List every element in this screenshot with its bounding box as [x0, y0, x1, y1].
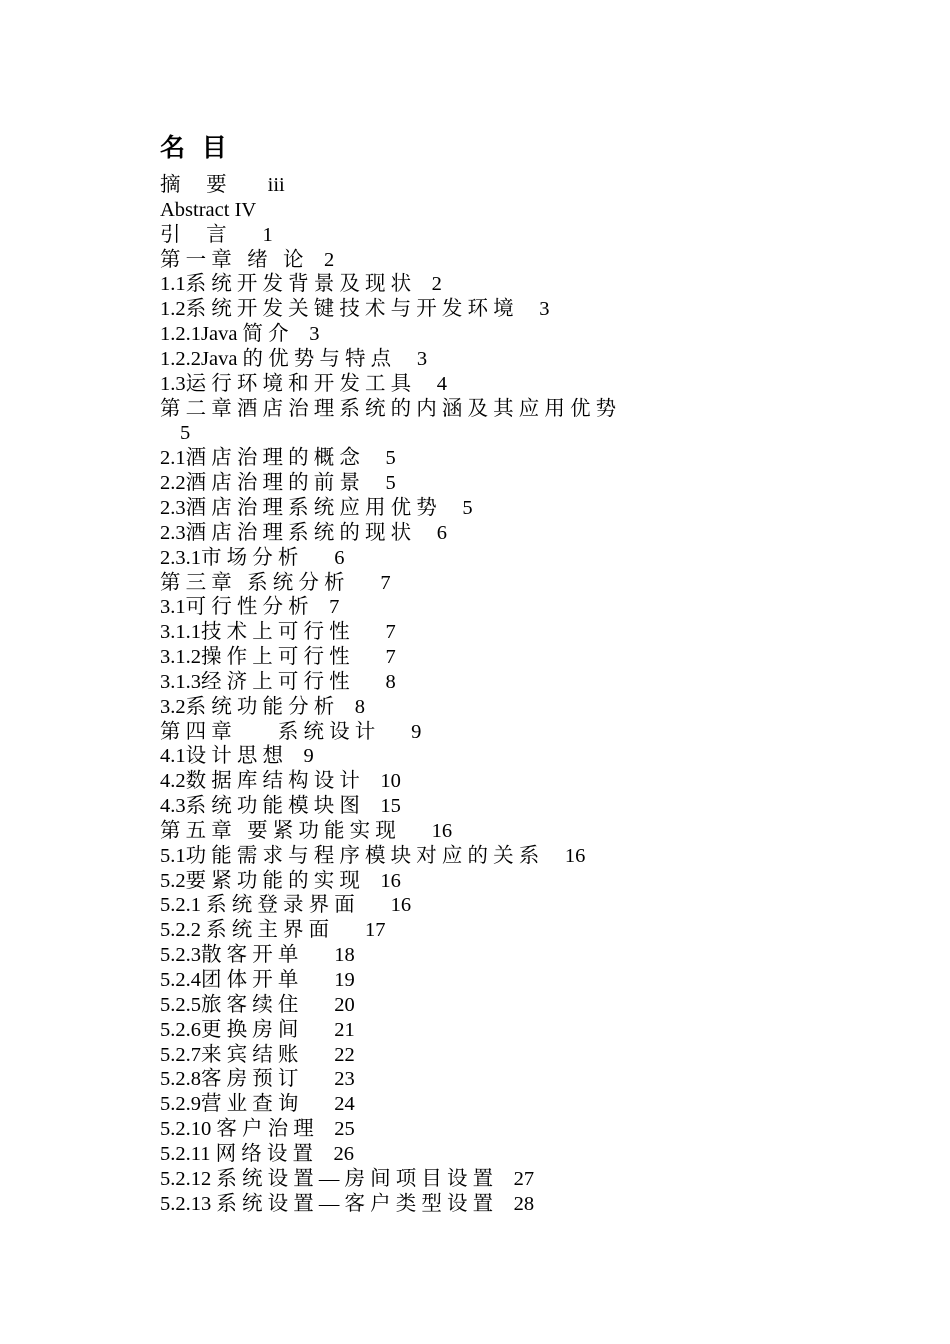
toc-entry-title: 系 统 功 能 模 块 图 — [185, 795, 360, 818]
toc-entry-page-number: 26 — [333, 1142, 354, 1165]
toc-entry-separator — [360, 870, 381, 892]
toc-entry-page-number: 8 — [385, 670, 396, 693]
toc-entry-separator — [227, 174, 268, 196]
toc-entry-page-number: 7 — [380, 571, 391, 594]
toc-entry-title: 来 宾 结 账 — [201, 1043, 299, 1066]
toc-entry-title: 客 房 预 订 — [201, 1068, 299, 1091]
toc-entry-page-number: IV — [234, 198, 257, 221]
toc-entry — [160, 1092, 800, 1117]
toc-entry-separator — [360, 447, 386, 469]
toc-entry-number: 5.2.5 — [160, 993, 201, 1016]
toc-entry-separator — [360, 770, 381, 792]
toc-entry — [160, 819, 800, 844]
toc-entry — [160, 546, 800, 571]
table-of-contents — [160, 173, 800, 1216]
toc-entry-number: 1.2.2 — [160, 347, 201, 370]
toc-entry-number: 1.2 — [160, 298, 186, 321]
toc-entry-number: 1.1 — [160, 273, 186, 296]
toc-entry — [160, 1043, 800, 1068]
toc-entry-separator — [314, 1118, 335, 1140]
toc-entry-title: 技 术 上 可 行 性 — [201, 621, 350, 644]
toc-entry-number: 5.2.13 — [160, 1192, 212, 1215]
toc-entry-title: 系 统 登 录 界 面 — [201, 894, 355, 917]
toc-entry-number: 5.2.9 — [160, 1093, 201, 1116]
toc-entry-page-number: 16 — [564, 844, 586, 867]
toc-entry-title: 第 一 章 绪 论 — [160, 248, 304, 271]
toc-entry-separator — [298, 1093, 334, 1115]
toc-entry-separator — [298, 944, 334, 966]
toc-entry — [160, 1067, 800, 1092]
toc-entry-title: 运 行 环 境 和 开 发 工 具 — [185, 372, 412, 395]
toc-entry-number: 5.2.3 — [160, 944, 201, 967]
toc-entry — [160, 397, 800, 447]
toc-entry-title: 客 户 治 理 — [211, 1118, 314, 1141]
toc-entry-separator — [227, 224, 263, 246]
toc-entry-title: 数 据 库 结 构 设 计 — [185, 770, 360, 793]
toc-entry-title: 市 场 分 析 — [201, 546, 299, 569]
toc-entry-title: 设 计 思 想 — [185, 745, 283, 768]
toc-entry-number: 4.1 — [160, 745, 186, 768]
toc-entry — [160, 993, 800, 1018]
toc-entry-page-number: 10 — [380, 770, 401, 793]
toc-entry — [160, 645, 800, 670]
toc-entry-separator — [298, 994, 334, 1016]
toc-entry-title: 酒 店 治 理 系 统 的 现 状 — [185, 521, 412, 544]
toc-entry-title: 第 二 章 酒 店 治 理 系 统 的 内 涵 及 其 应 用 优 势 — [160, 397, 617, 420]
toc-entry — [160, 173, 800, 198]
toc-entry-page-number: 7 — [329, 596, 340, 619]
toc-entry-number: 5.2.6 — [160, 1018, 201, 1041]
toc-entry-number: 3.1.3 — [160, 670, 201, 693]
toc-entry-title: 团 体 开 单 — [201, 969, 299, 991]
toc-entry-separator — [283, 745, 304, 767]
toc-entry-page-number: 24 — [334, 1093, 355, 1116]
toc-entry-separator — [355, 894, 391, 916]
toc-entry — [160, 1018, 800, 1043]
toc-entry — [160, 670, 800, 695]
toc-entry-number: 2.1 — [160, 447, 186, 470]
toc-entry-page-number: 9 — [411, 720, 422, 743]
toc-entry-page-number: 3 — [309, 323, 320, 346]
toc-entry-separator — [350, 671, 386, 693]
toc-entry — [160, 769, 800, 794]
toc-entry-separator — [309, 596, 330, 618]
toc-entry — [160, 794, 800, 819]
toc-entry — [160, 620, 800, 645]
toc-entry-title: 系 统 设 置 — 客 户 类 型 设 置 — [211, 1192, 494, 1215]
toc-entry — [160, 1117, 800, 1142]
toc-entry-page-number: 1 — [262, 223, 273, 246]
toc-entry — [160, 968, 800, 993]
toc-entry-separator — [298, 547, 334, 569]
toc-entry-title: Java 简 介 — [201, 323, 289, 346]
toc-entry — [160, 297, 800, 322]
toc-entry-title: 系 统 开 发 背 景 及 现 状 — [185, 273, 412, 296]
toc-entry-number: 5.2.8 — [160, 1068, 201, 1091]
toc-entry-number: 5.2.11 — [160, 1142, 211, 1165]
toc-entry-separator — [350, 621, 386, 643]
toc-entry-page-number: 28 — [513, 1192, 535, 1215]
page-title: 名 目 — [160, 133, 231, 162]
toc-entry-separator — [334, 696, 355, 718]
toc-entry-page-number: 3 — [416, 347, 428, 370]
toc-entry-separator — [437, 497, 463, 519]
toc-entry-title: 酒 店 治 理 的 前 景 — [185, 472, 360, 495]
toc-entry-separator — [493, 1168, 514, 1190]
toc-entry-title: 系 统 主 界 面 — [201, 919, 330, 942]
toc-entry-separator — [304, 249, 325, 271]
toc-entry-separator — [375, 721, 411, 743]
toc-entry-title: 系 统 设 置 — 房 间 项 目 设 置 — [211, 1167, 494, 1190]
toc-entry-separator — [360, 795, 381, 817]
toc-entry-separator — [298, 1068, 334, 1090]
toc-entry-separator — [360, 472, 386, 494]
toc-entry-number: 5.2.1 — [160, 894, 201, 917]
toc-entry-page-number: 18 — [334, 944, 355, 967]
toc-entry-separator — [350, 646, 386, 668]
toc-entry-page-number: 4 — [436, 372, 447, 395]
toc-entry-number: 5.2.10 — [160, 1118, 212, 1141]
toc-entry-page-number: 16 — [431, 819, 453, 842]
toc-entry-separator — [396, 820, 432, 842]
toc-entry-page-number: 9 — [303, 745, 314, 768]
toc-entry — [160, 521, 800, 546]
toc-entry — [160, 272, 800, 297]
toc-entry-page-number: 6 — [436, 521, 447, 544]
toc-entry-title: 散 客 开 单 — [201, 944, 299, 967]
toc-entry — [160, 1167, 800, 1192]
toc-entry — [160, 720, 800, 745]
toc-entry — [160, 322, 800, 347]
toc-entry — [160, 471, 800, 496]
toc-entry-separator — [411, 522, 437, 544]
toc-entry-page-number: 2 — [431, 273, 442, 296]
toc-entry-title: 摘 要 — [160, 174, 227, 196]
toc-entry-number: 2.2 — [160, 472, 186, 495]
toc-entry-separator — [345, 572, 381, 594]
toc-entry — [160, 844, 800, 869]
toc-entry-number: 2.3.1 — [160, 546, 201, 569]
toc-entry-title: 酒 店 治 理 的 概 念 — [185, 447, 360, 470]
toc-entry-page-number: 3 — [539, 298, 550, 321]
toc-entry-page-number: 7 — [385, 621, 396, 644]
toc-entry-number: 2.3 — [160, 521, 186, 544]
toc-entry — [160, 869, 800, 894]
toc-entry-title: Abstract — [160, 198, 230, 221]
toc-entry — [160, 943, 800, 968]
toc-entry-number: 1.2.1 — [160, 323, 201, 346]
toc-entry-page-number: 7 — [385, 646, 396, 669]
toc-entry-page-number: 8 — [354, 695, 365, 718]
toc-entry — [160, 571, 800, 596]
toc-entry-page-number: 5 — [385, 447, 396, 470]
toc-entry-page-number: 25 — [334, 1118, 355, 1141]
toc-entry-title: 系 统 功 能 分 析 — [185, 695, 335, 718]
toc-entry-number: 3.1.1 — [160, 621, 201, 644]
toc-entry-page-number: 15 — [380, 795, 401, 818]
toc-entry-number: 1.3 — [160, 372, 186, 395]
toc-entry-page-number: 5 — [385, 472, 396, 495]
toc-entry-number: 3.1.2 — [160, 646, 201, 669]
toc-entry-title: 更 换 房 间 — [201, 1018, 299, 1041]
toc-entry-separator — [411, 273, 432, 295]
toc-entry-page-number: 19 — [334, 969, 355, 991]
toc-entry-page-number: iii — [267, 174, 285, 196]
toc-entry-separator — [289, 323, 310, 345]
toc-entry-page-number: 21 — [334, 1018, 355, 1041]
toc-entry-title: 系 统 开 发 关 键 技 术 与 开 发 环 境 — [185, 298, 514, 321]
toc-entry-title: 操 作 上 可 行 性 — [201, 646, 350, 669]
toc-entry-page-number: 2 — [324, 248, 335, 271]
toc-entry-number: 2.3 — [160, 496, 186, 519]
toc-entry — [160, 446, 800, 471]
toc-entry-number: 5.1 — [160, 844, 186, 867]
toc-entry-number: 5.2.2 — [160, 919, 201, 942]
toc-entry-number: 4.3 — [160, 795, 186, 818]
toc-entry-number: 3.2 — [160, 695, 186, 718]
toc-entry — [160, 893, 800, 918]
toc-entry — [160, 918, 800, 943]
toc-entry — [160, 347, 800, 372]
toc-entry — [160, 595, 800, 620]
toc-entry-separator — [298, 969, 334, 991]
toc-entry — [160, 198, 800, 223]
toc-entry — [160, 372, 800, 397]
toc-entry — [160, 1192, 800, 1217]
toc-entry-page-number: 16 — [390, 894, 412, 917]
toc-entry-separator — [313, 1143, 334, 1165]
toc-entry-number: 5.2.12 — [160, 1167, 212, 1190]
toc-entry-number: 5.2 — [160, 869, 186, 892]
toc-entry-number: 4.2 — [160, 770, 186, 793]
toc-entry-page-number: 5 — [462, 496, 473, 519]
toc-entry-title: 经 济 上 可 行 性 — [201, 670, 350, 693]
toc-entry-page-number: 5 — [180, 422, 191, 445]
toc-entry-page-number: 17 — [365, 919, 386, 942]
toc-entry-page-number: 16 — [380, 869, 401, 892]
toc-entry-page-number: 23 — [334, 1068, 355, 1091]
toc-entry-separator — [493, 1193, 514, 1215]
toc-entry-page-number: 6 — [334, 546, 345, 569]
toc-entry — [160, 1142, 800, 1167]
toc-entry-title: 第 三 章 系 统 分 析 — [160, 571, 345, 594]
toc-entry-title: 旅 客 续 住 — [201, 993, 299, 1016]
toc-entry-separator — [298, 1044, 334, 1066]
toc-entry-separator — [539, 845, 565, 867]
toc-entry-separator — [514, 298, 540, 320]
toc-entry-title: 酒 店 治 理 系 统 应 用 优 势 — [185, 496, 437, 519]
toc-entry-number: 3.1 — [160, 596, 186, 619]
toc-entry-title: Java 的 优 势 与 特 点 — [201, 347, 392, 370]
toc-entry-title: 第 四 章 系 统 设 计 — [160, 720, 376, 743]
toc-entry-number: 5.2.4 — [160, 969, 201, 991]
toc-entry-page-number: 27 — [513, 1167, 535, 1190]
toc-entry-separator — [411, 373, 437, 395]
toc-entry-page-number: 22 — [334, 1043, 355, 1066]
toc-entry-title: 营 业 查 询 — [201, 1093, 299, 1116]
toc-entry-title: 可 行 性 分 析 — [185, 596, 309, 619]
toc-entry-title: 网 络 设 置 — [210, 1142, 313, 1165]
toc-entry — [160, 496, 800, 521]
toc-entry-title: 第 五 章 要 紧 功 能 实 现 — [160, 819, 396, 842]
toc-entry — [160, 248, 800, 273]
toc-entry-separator — [391, 348, 417, 370]
toc-entry-title: 要 紧 功 能 的 实 现 — [185, 869, 360, 892]
toc-entry — [160, 744, 800, 769]
toc-entry — [160, 223, 800, 248]
toc-entry-title: 功 能 需 求 与 程 序 模 块 对 应 的 关 系 — [185, 844, 540, 867]
toc-entry-title: 引 言 — [160, 223, 227, 246]
toc-entry — [160, 695, 800, 720]
toc-entry-separator — [298, 1019, 334, 1041]
toc-entry-separator — [329, 919, 365, 941]
toc-entry-page-number: 20 — [334, 993, 355, 1016]
toc-entry-number: 5.2.7 — [160, 1043, 201, 1066]
